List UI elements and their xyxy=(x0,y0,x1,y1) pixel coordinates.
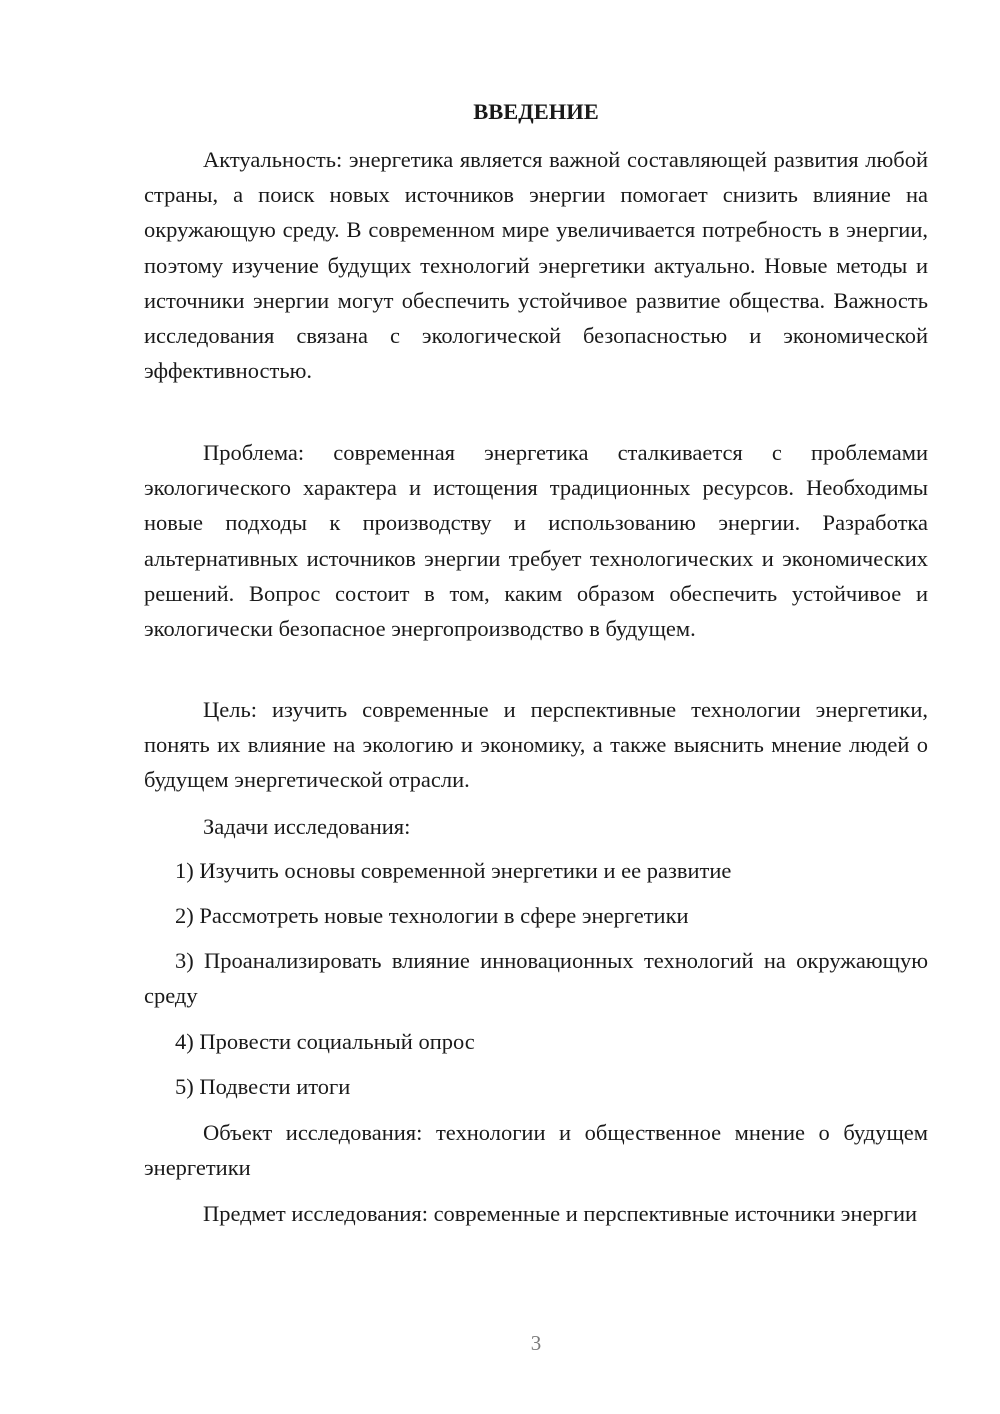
tasks-heading: Задачи исследования: xyxy=(203,814,411,839)
paragraph-object: Объект исследования: технологии и общественное мнение о будущем энергетики xyxy=(144,1120,928,1181)
paragraph-relevance: Актуальность: энергетика является важной составляющей развития любой страны, а поиск новых источников энергии помогает снизить влияние на окружающую среду. В современном мире увеличивается потребность в энергии, поэтому изучение будущих технологий энергетики актуально. Новые методы и источники энергии могут обеспечить устойчивое развитие общества. Важность исследования связана с экологической безопасностью и экономической эффективностью. xyxy=(144,147,928,384)
task-item-2: 2) Рассмотреть новые технологии в сфере энергетики xyxy=(175,903,689,928)
task-item-1: 1) Изучить основы современной энергетики и ее развитие xyxy=(175,858,732,883)
paragraph-problem: Проблема: современная энергетика сталкивается с проблемами экологического характера и истощения традиционных ресурсов. Необходимы новые подходы к производству и использованию энергии. Разработка альтернативных источников энергии требует технологических и экономических решений. Вопрос состоит в том, каким образом обеспечить устойчивое и экологически безопасное энергопроизводство в будущем. xyxy=(144,440,928,642)
page-number: 3 xyxy=(530,1331,542,1355)
paragraph-subject: Предмет исследования: современные и перспективные источники энергии xyxy=(203,1201,918,1226)
paragraph-goal: Цель: изучить современные и перспективные технологии энергетики, понять их влияние на экологию и экономику, а также выяснить мнение людей о будущем энергетической отрасли. xyxy=(144,697,928,793)
section-heading: ВВЕДЕНИЕ xyxy=(473,99,599,124)
task-item-5: 5) Подвести итоги xyxy=(175,1074,351,1099)
task-item-3: 3) Проанализировать влияние инновационных технологий на окружающую среду xyxy=(144,948,928,1009)
task-item-4: 4) Провести социальный опрос xyxy=(175,1029,475,1054)
